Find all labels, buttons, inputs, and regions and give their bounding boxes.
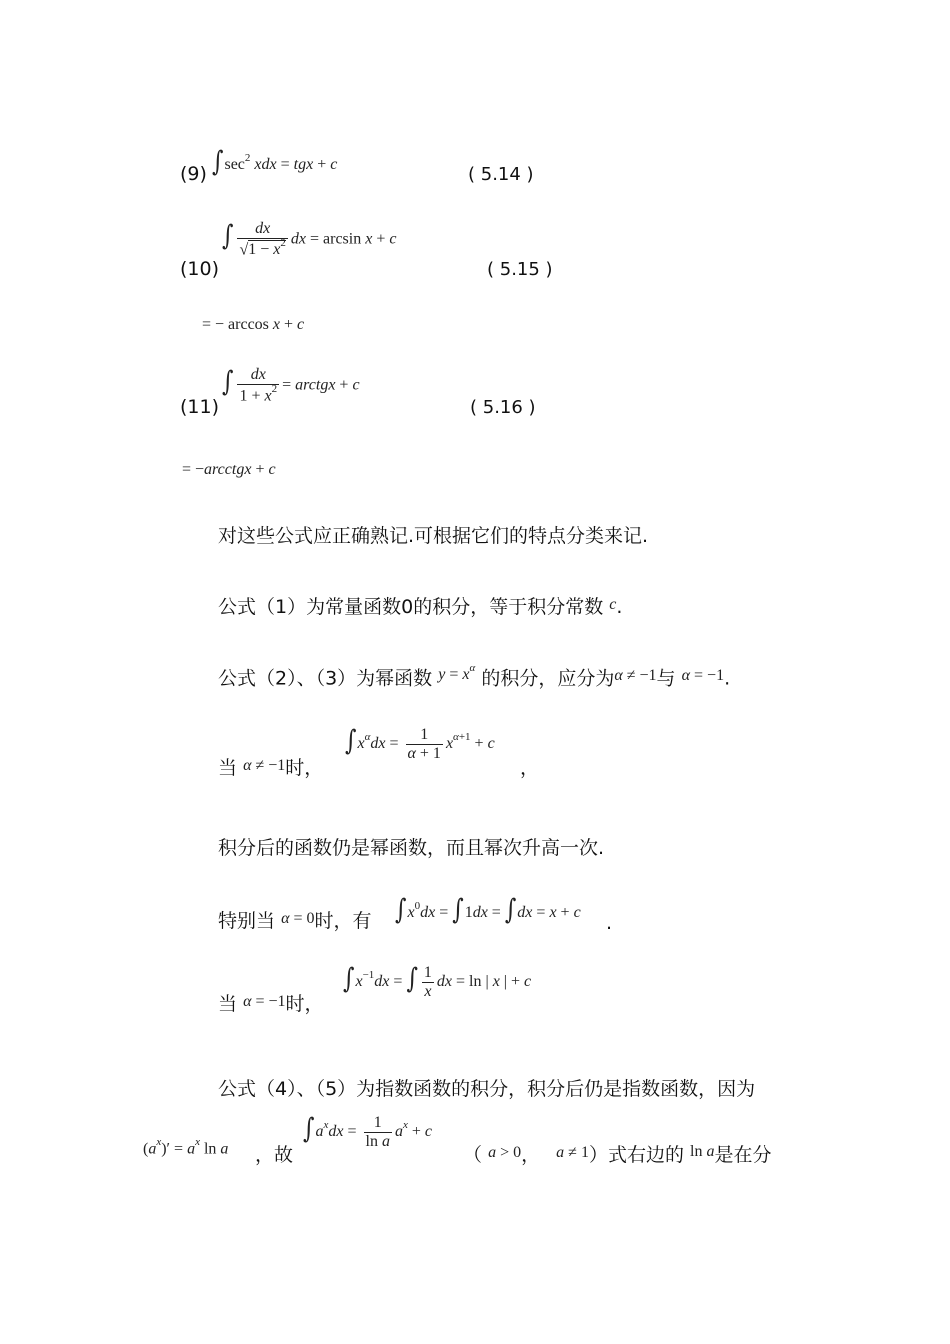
paragraph-formula-2-3: 公式（2）、（3）为幂函数 $^{y = x^\alpha}$ 的积分，应分为$^{\alpha \ne -1}$与 $^{\alpha = -1}$. — [218, 662, 731, 690]
exponential-integral-formula: $\int a^xdx$ = $\frac{1}{\text{ln a}}$ $a^x + c$ — [303, 1114, 432, 1150]
paragraph-formula-1: 公式（1）为常量函数0的积分，等于积分常数 $^c$. — [218, 596, 623, 618]
exponential-derivative-formula: $(a^x)' = a^x$ ln a — [143, 1136, 229, 1158]
formula-10-continuation: = − arccos x + c — [202, 316, 305, 333]
reciprocal-integral-formula: $\int x^{-1}dx$ = ∫ $\frac{1}{x}$ dx = ln | x | + c — [343, 964, 532, 1000]
paragraph-alpha-zero: 特别当 $^{\alpha = 0}$时，有 — [218, 910, 372, 932]
exponential-conditions: （ $^{a > 0}$， $^{a \ne 1}$）式右边的 $^{ln a}$是在分 — [463, 1143, 772, 1166]
paragraph-power-still: 积分后的函数仍是幂函数，而且幂次升高一次. — [218, 837, 605, 859]
formula-10-equation-number: ( 5.15 ) — [487, 259, 553, 280]
paragraph-therefore: ，故 — [255, 1144, 294, 1166]
alpha-zero-period: . — [606, 912, 613, 934]
paragraph-memorize: 对这些公式应正确熟记.可根据它们的特点分类来记. — [218, 525, 649, 547]
paragraph-formula-4-5: 公式（4）、（5）为指数函数的积分，积分后仍是指数函数，因为 — [218, 1078, 756, 1100]
formula-11-label: (11) — [180, 396, 220, 418]
formula-9-label: (9) — [180, 163, 207, 185]
power-integral-formula: $\int x^\alpha dx$ = $\frac{1}{\alpha + 1}$ $x^{\alpha+1} + c$ — [345, 726, 495, 762]
formula-11-equation-number: ( 5.16 ) — [470, 397, 536, 418]
power-formula-comma: ， — [520, 757, 540, 779]
formula-10-label: (10) — [180, 258, 220, 280]
alpha-zero-integral-formula: $\int x^0dx = \int 1dx = \int dx = x + c$ — [395, 894, 581, 927]
formula-11-expression: ∫ $\frac{dx}{1 + x^2}$ = arctgx + c — [222, 366, 360, 405]
formula-11-continuation: = −arcctgx + c — [182, 461, 276, 478]
paragraph-alpha-not-minus-one: 当 $^{\alpha \ne -1}$时， — [218, 757, 324, 779]
formula-9-equation-number: ( 5.14 ) — [468, 164, 534, 185]
paragraph-alpha-minus-one: 当 $^{\alpha = -1}$时， — [218, 993, 324, 1015]
formula-10-expression: ∫ $\frac{dx}{√1 - x^2}$ dx = arcsin x + c — [222, 220, 397, 259]
formula-9-expression: $\int\sec^2$ xdx = tgx + c — [212, 146, 338, 179]
